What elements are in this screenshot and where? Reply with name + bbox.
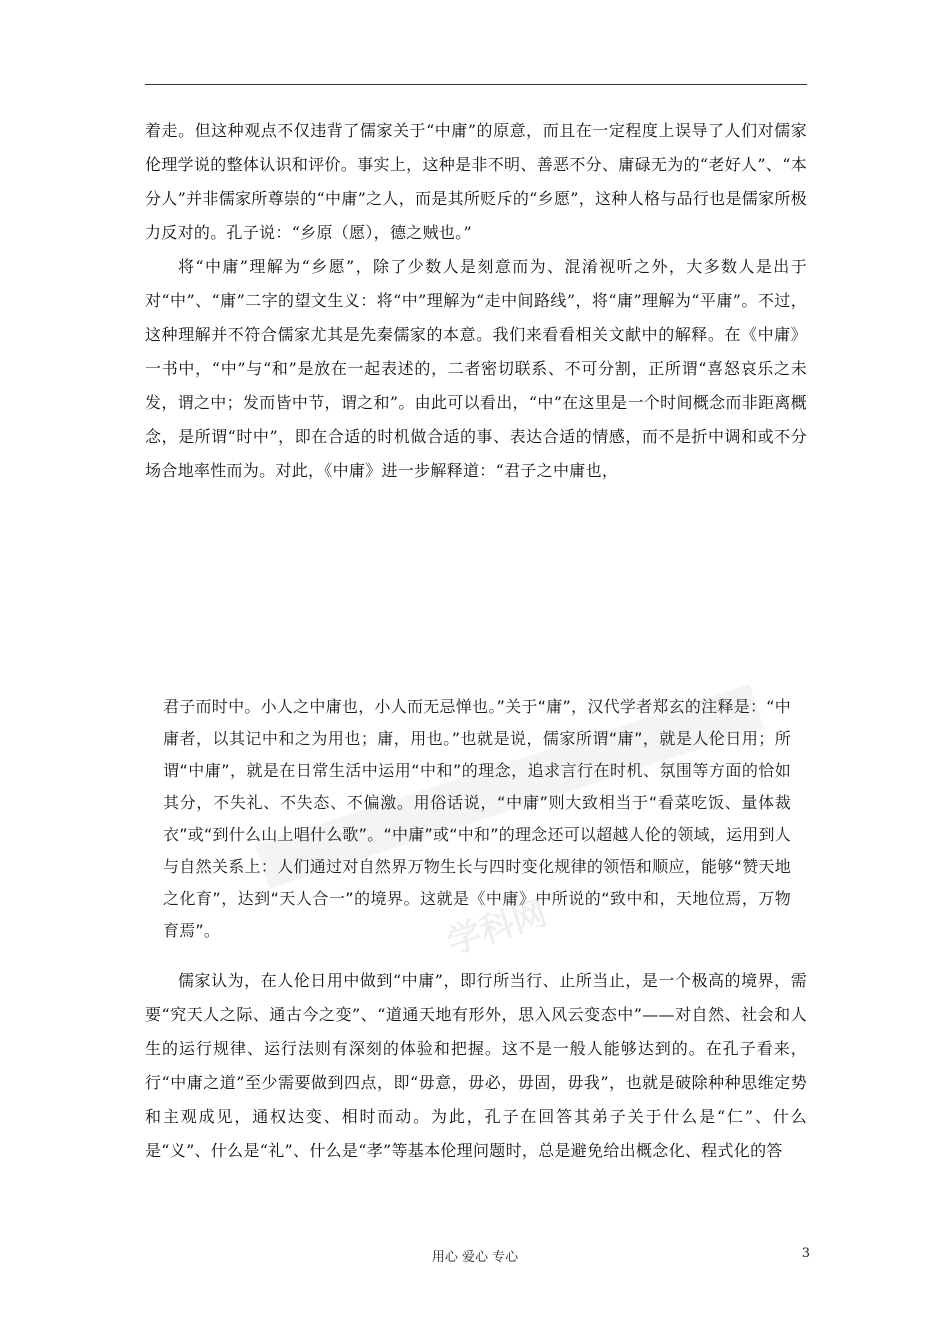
scanned-text: 君子而时中。小人之中庸也，小人而无忌惮也。”关于“庸”，汉代学者郑玄的注释是：“中庸者，以其记中和之为用也；庸，用也。”也就是说，儒家所谓“庸”，就是人伦日用；所谓“中庸”，就是在日常生活中运用“中和”的理念，追求言行在时机、氛围等方面的恰如其分，不失礼、不失态、不偏激。用俗话说，“中庸”则大致相当于“看菜吃饭、量体裁衣”或“到什么山上唱什么歌”。“中庸”或“中和”的理念还可以超越人伦的领域，运用到人与自然关系上：人们通过对自然界万物生长与四时变化规律的领悟和顺应，能够“赞天地之化育”，达到“天人合一”的境界。这就是《中庸》中所说的“致中和，天地位焉，万物育焉”。 — [163, 697, 791, 940]
header-rule — [145, 84, 807, 85]
paragraph-1: 着走。但这种观点不仅违背了儒家关于“中庸”的原意，而且在一定程度上误导了人们对儒家伦理学说的整体认识和评价。事实上，这种是非不明、善恶不分、庸碌无为的“老好人”、“本分人”并非儒家所尊崇的“中庸”之人，而是其所贬斥的“乡愿”，这种人格与品行也是儒家所极力反对的。孔子说：“乡原（愿），德之贼也。” — [145, 121, 807, 242]
watermark: 学科网 — [442, 893, 552, 963]
scanned-text-image — [145, 685, 807, 970]
paragraph-3: 儒家认为，在人伦日用中做到“中庸”，即行所当行、止所当止，是一个极高的境界，需要“究天人之际、通古今之变”、“道通天地有形外，思入风云变态中”——对自然、社会和人生的运行规律、运行法则有深刻的体验和把握。这不是一般人能够达到的。在孔子看来，行“中庸之道”至少需要做到四点，即“毋意，毋必，毋固，毋我”，也就是破除种种思维定势和主观成见，通权达变、相时而动。为此，孔子在回答其弟子关于什么是“仁”、什么是“义”、什么是“礼”、什么是“孝”等基本伦理问题时，总是避免给出概念化、程式化的答 — [145, 971, 807, 1160]
page-number: 3 — [801, 1246, 810, 1261]
footer-motto: 用心 爱心 专心 — [431, 1250, 519, 1265]
paragraph-2: 将“中庸”理解为“乡愿”，除了少数人是刻意而为、混淆视听之外，大多数人是出于对“中”、“庸”二字的望文生义：将“中”理解为“走中间路线”，将“庸”理解为“平庸”。不过，这种理解并不符合儒家尤其是先秦儒家的本意。我们来看看相关文献中的解释。在《中庸》一书中，“中”与“和”是放在一起表述的，二者密切联系、不可分割，正所谓“喜怒哀乐之未发，谓之中；发而皆中节，谓之和”。由此可以看出，“中”在这里是一个时间概念而非距离概念，是所谓“时中”，即在合适的时机做合适的事、表达合适的情感，而不是折中调和或不分场合地率性而为。对此，《中庸》进一步解释道：“君子之中庸也， — [145, 257, 807, 480]
